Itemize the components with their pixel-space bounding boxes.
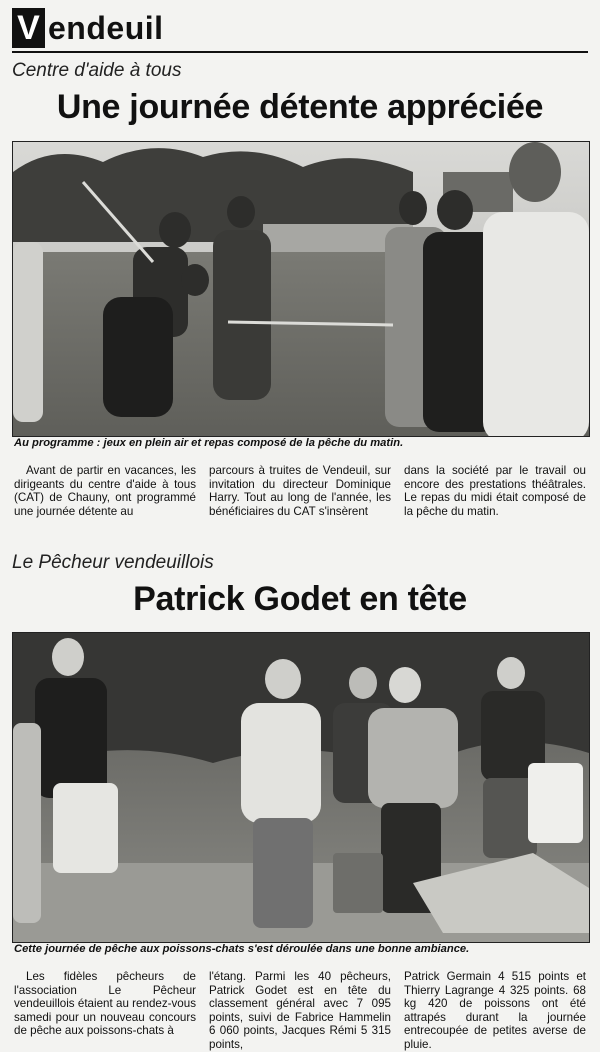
article1-headline: Une journée détente appréciée (56, 88, 544, 126)
header-rule (12, 51, 588, 53)
article1-body (14, 464, 586, 518)
town-name: endeuil (48, 10, 164, 46)
article2-kicker: Le Pêcheur vendeuillois (12, 552, 214, 573)
article2-photo (12, 632, 590, 943)
article1-caption: Au programme : jeux en plein air et repas composé de la pêche du matin. (14, 437, 404, 449)
article1-photo (12, 141, 590, 437)
article2-headline: Patrick Godet en tête (133, 580, 467, 618)
article2-column-3: Patrick Germain 4 515 points et Thierry Lagrange 4 325 points. 68 kg 420 de poissons ont été attrapés durant la journée entrecoupée de petites averse de pluie. (404, 970, 586, 1051)
section-header (12, 8, 588, 54)
article1-column-2: parcours à truites de Vendeuil, sur invitation du directeur Dominique Harry. Tout au long de l'année, les bénéficiaires du CAT s'insèrent (209, 464, 391, 518)
article2-body (14, 970, 586, 1052)
article1-kicker: Centre d'aide à tous (12, 60, 182, 81)
town-initial-box: V (12, 8, 45, 48)
article2-caption: Cette journée de pêche aux poissons-chats s'est déroulée dans une bonne ambiance. (14, 943, 470, 955)
article2-column-2: l'étang. Parmi les 40 pêcheurs, Patrick Godet est en tête du classement général avec 7 095 points, suivi de Fabrice Hammelin 6 060 points, Jacques Rémi 5 315 points, (209, 970, 391, 1051)
article1-column-3: dans la société par le travail ou encore des prestations théâtrales. Le repas du midi était composé de la pêche du matin. (404, 464, 586, 518)
article1-column-1: Avant de partir en vacances, les dirigeants du centre d'aide à tous (CAT) de Chauny, ont programmé une journée détente au (14, 464, 196, 518)
article2-column-1: Les fidèles pêcheurs de l'association Le Pêcheur vendeuillois étaient au rendez-vous samedi pour un nouveau concours de pêche aux poissons-chats à (14, 970, 196, 1038)
